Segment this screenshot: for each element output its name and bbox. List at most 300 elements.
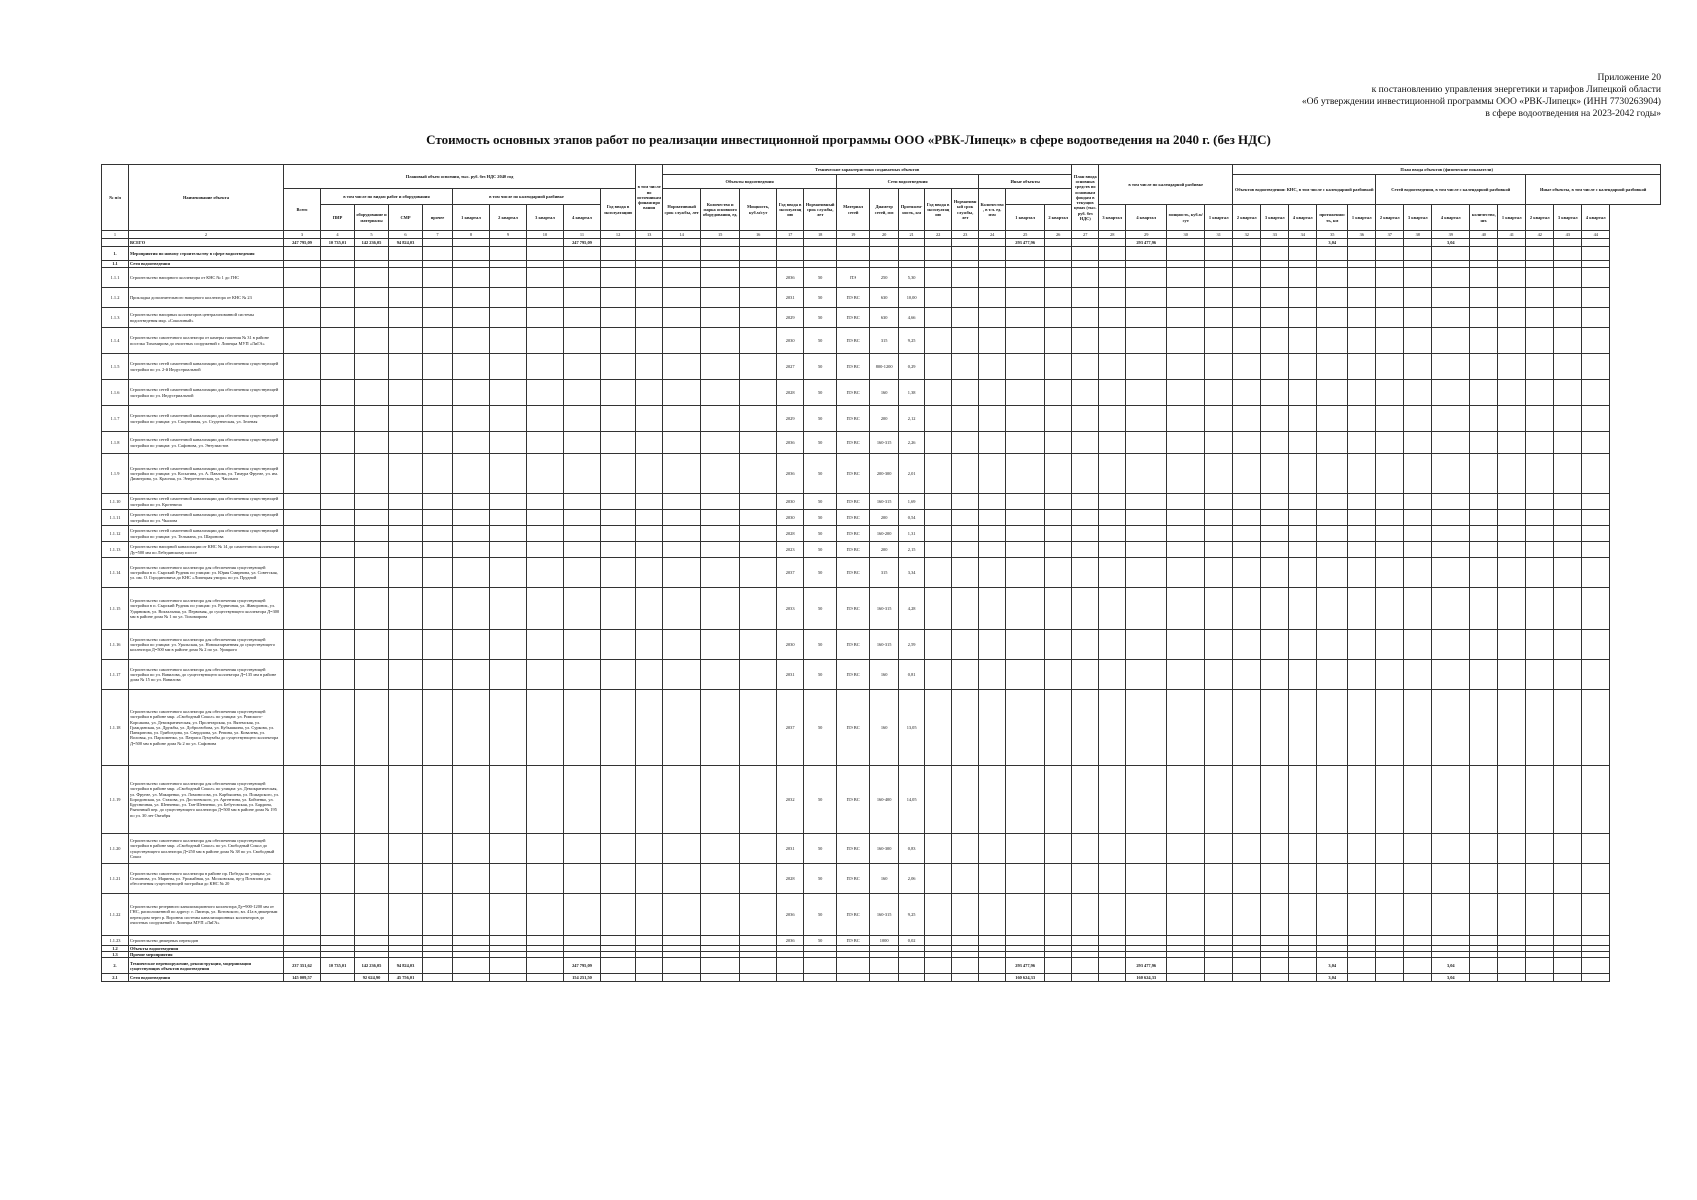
cell-empty [1205, 588, 1233, 630]
cell-empty [1289, 432, 1317, 454]
cell-empty [1582, 630, 1610, 660]
cell-name: Строительство дюкерных переходов [129, 936, 284, 946]
cell-pir [321, 454, 355, 494]
cell-year: 2023 [777, 542, 804, 558]
cell-fa [1006, 406, 1045, 432]
cell-empty [423, 864, 453, 894]
header-fa-q4: 4 квартал [1126, 205, 1167, 231]
cell-equip [355, 690, 389, 766]
cell-equip [355, 354, 389, 380]
cell-empty [1404, 936, 1432, 946]
cell-empty [1376, 690, 1404, 766]
cell-empty [1233, 766, 1261, 834]
cell-empty [1404, 261, 1432, 268]
table-row [102, 432, 1661, 454]
cell-empty [740, 247, 777, 261]
column-number: 44 [1582, 231, 1610, 239]
cell-empty [1261, 288, 1289, 308]
cell-empty [925, 328, 952, 354]
cell-empty [1072, 974, 1099, 982]
cell-fa_q4 [1126, 630, 1167, 660]
cell-empty [601, 558, 636, 588]
cell-empty [1526, 239, 1554, 247]
cell-empty [701, 974, 740, 982]
cell-empty [979, 558, 1006, 588]
cell-empty [701, 432, 740, 454]
cell-empty [1205, 247, 1233, 261]
cell-empty [701, 288, 740, 308]
cell-empty [663, 936, 701, 946]
cell-empty [1348, 936, 1376, 946]
cell-empty [601, 380, 636, 406]
cell-empty [1289, 558, 1317, 588]
cell-mat [837, 974, 870, 982]
cell-empty [1582, 494, 1610, 510]
cell-km_q4 [1432, 328, 1470, 354]
cell-empty [601, 864, 636, 894]
cell-empty [979, 288, 1006, 308]
column-number: 35 [1317, 231, 1348, 239]
cell-km [1317, 261, 1348, 268]
header-sources: в том числе по источникам финансирования [636, 165, 663, 231]
cell-empty [636, 380, 663, 406]
cell-empty [740, 834, 777, 864]
cell-name: Сети водоотведения [129, 261, 284, 268]
cell-empty [952, 834, 979, 864]
cell-name: Сети водоотведения [129, 974, 284, 982]
cell-empty [1348, 894, 1376, 936]
cell-empty [1582, 328, 1610, 354]
cell-smr: 94 824,03 [389, 958, 423, 974]
header-tech-chars: Технические характеристики создаваемых объектов [663, 165, 1072, 175]
cell-empty [1205, 630, 1233, 660]
cell-empty [1261, 864, 1289, 894]
cell-empty [1498, 588, 1526, 630]
cell-empty [453, 494, 490, 510]
header-total: Всего [284, 189, 321, 231]
cell-empty [701, 261, 740, 268]
cell-empty [1167, 936, 1205, 946]
header-service-life: Нормативный срок службы, лет [663, 189, 701, 231]
cell-empty [1167, 974, 1205, 982]
cell-empty [1498, 834, 1526, 864]
cell-km_q4 [1432, 558, 1470, 588]
cell-empty [1205, 494, 1233, 510]
cell-life: 50 [804, 630, 837, 660]
cell-empty [1404, 660, 1432, 690]
cell-empty [1045, 268, 1072, 288]
cell-empty [1045, 510, 1072, 526]
cell-km [1317, 630, 1348, 660]
cell-total [284, 380, 321, 406]
cell-empty [952, 239, 979, 247]
cell-empty [701, 630, 740, 660]
cell-pir [321, 268, 355, 288]
header-q1: 1 квартал [453, 205, 490, 231]
cell-km [1317, 247, 1348, 261]
cell-fa [1006, 510, 1045, 526]
column-number: 23 [952, 231, 979, 239]
cell-empty [1072, 247, 1099, 261]
cell-empty [1289, 247, 1317, 261]
cell-empty [1404, 288, 1432, 308]
cell-empty [490, 308, 527, 328]
cell-empty [1289, 510, 1317, 526]
cell-empty [1554, 380, 1582, 406]
cell-empty [453, 328, 490, 354]
table-row [102, 958, 1661, 974]
cell-empty [1348, 380, 1376, 406]
cell-empty [423, 432, 453, 454]
cell-equip [355, 542, 389, 558]
cell-empty [925, 834, 952, 864]
cell-empty [952, 406, 979, 432]
cell-empty [1348, 239, 1376, 247]
cell-total [284, 354, 321, 380]
cell-empty [1072, 288, 1099, 308]
cell-diam: 800-1200 [870, 354, 899, 380]
cell-empty [423, 288, 453, 308]
cell-name: Строительство напорной канализации от КНС № 14 до самотечного коллектора Ду=500 мм по Лебедянскому шоссе [129, 542, 284, 558]
cell-fa [1006, 834, 1045, 864]
cell-empty [636, 354, 663, 380]
cell-empty [1554, 974, 1582, 982]
cell-life: 50 [804, 288, 837, 308]
column-number: 27 [1072, 231, 1099, 239]
cell-empty [601, 510, 636, 526]
cell-pir [321, 588, 355, 630]
cell-empty [1261, 239, 1289, 247]
cell-km_q4 [1432, 834, 1470, 864]
cell-fa_q4 [1126, 936, 1167, 946]
cell-name: Строительство самотечного коллектора для обеспечения существующей застройки по улицам: ул. Уральская, ул. Новоказарменная до существующего коллектора Д=500 мм в районе дома № 2 по ул. Урицкого [129, 630, 284, 660]
cell-empty [1582, 406, 1610, 432]
cell-empty [740, 864, 777, 894]
cell-name: Мероприятия по новому строительству в сфере водоотведения [129, 247, 284, 261]
cell-empty [663, 660, 701, 690]
cell-mat [837, 247, 870, 261]
cell-empty [1470, 247, 1498, 261]
cell-mat: ПЭ ВС [837, 494, 870, 510]
column-number: 16 [740, 231, 777, 239]
column-number: 8 [453, 231, 490, 239]
cell-empty [1233, 588, 1261, 630]
cell-life: 50 [804, 894, 837, 936]
header-q3: 3 квартал [527, 205, 564, 231]
cell-q4: 247 795,09 [564, 239, 601, 247]
cell-fa [1006, 630, 1045, 660]
column-number: 38 [1404, 231, 1432, 239]
cell-empty [1554, 239, 1582, 247]
cell-empty [1072, 588, 1099, 630]
cell-empty [1289, 834, 1317, 864]
cell-empty [1582, 542, 1610, 558]
cell-year [777, 239, 804, 247]
cell-fa [1006, 936, 1045, 946]
cell-q4 [564, 894, 601, 936]
cell-fa [1006, 542, 1045, 558]
cell-equip [355, 834, 389, 864]
cell-empty [1233, 308, 1261, 328]
cell-empty [1072, 432, 1099, 454]
cell-empty [1167, 542, 1205, 558]
cell-empty [1376, 558, 1404, 588]
cell-empty [1498, 894, 1526, 936]
cell-empty [1289, 936, 1317, 946]
cell-empty [1376, 261, 1404, 268]
cell-empty [701, 766, 740, 834]
column-number: 10 [527, 231, 564, 239]
cell-n: 1. [102, 247, 129, 261]
cell-n: 1.3 [102, 952, 129, 958]
cell-smr [389, 261, 423, 268]
cell-diam [870, 239, 899, 247]
cell-empty [1554, 268, 1582, 288]
cell-empty [701, 406, 740, 432]
cell-n: 1.1.3 [102, 308, 129, 328]
column-number: 26 [1045, 231, 1072, 239]
cell-empty [1582, 660, 1610, 690]
cell-km_q4 [1432, 542, 1470, 558]
cell-empty [1526, 766, 1554, 834]
cell-km [1317, 432, 1348, 454]
cell-km_q4 [1432, 247, 1470, 261]
table-row [102, 630, 1661, 660]
header-other-obj-cal: Иные объекты, в том числе с календарной разбивкой [1526, 175, 1661, 205]
cell-n: 1.1.21 [102, 864, 129, 894]
column-number-row [102, 231, 1661, 239]
cell-empty [527, 630, 564, 660]
cell-total: 247 795,09 [284, 239, 321, 247]
cell-mat: ПЭ ВС [837, 542, 870, 558]
header-len: протяженность, км [1317, 205, 1348, 231]
cell-len: 2,59 [899, 630, 925, 660]
cell-equip [355, 766, 389, 834]
cell-empty [1072, 354, 1099, 380]
cell-smr [389, 288, 423, 308]
cell-empty [1526, 936, 1554, 946]
cell-year: 2036 [777, 454, 804, 494]
cell-empty [952, 510, 979, 526]
cell-empty [527, 894, 564, 936]
cell-empty [663, 354, 701, 380]
cell-km [1317, 542, 1348, 558]
cell-empty [1470, 660, 1498, 690]
cell-empty [663, 454, 701, 494]
cell-empty [453, 542, 490, 558]
cell-empty [1233, 558, 1261, 588]
cell-empty [1470, 308, 1498, 328]
header-incl-quarters: в том числе по календарной разбивке [453, 189, 601, 205]
cell-empty [1205, 864, 1233, 894]
cell-empty [1376, 354, 1404, 380]
cell-equip [355, 288, 389, 308]
cell-empty [527, 958, 564, 974]
cell-empty [1470, 261, 1498, 268]
cell-empty [1404, 406, 1432, 432]
cell-life [804, 247, 837, 261]
cell-empty [1470, 690, 1498, 766]
cell-len: 13,05 [899, 690, 925, 766]
cell-empty [979, 542, 1006, 558]
cell-empty [1582, 894, 1610, 936]
table-row [102, 247, 1661, 261]
cell-year: 2037 [777, 690, 804, 766]
cell-name: ВСЕГО [129, 239, 284, 247]
cell-diam [870, 261, 899, 268]
cell-empty [1099, 354, 1126, 380]
cell-equip [355, 558, 389, 588]
cell-empty [925, 958, 952, 974]
cell-empty [490, 239, 527, 247]
header-other-objects: Иные объекты [979, 175, 1072, 189]
cell-pir [321, 630, 355, 660]
cell-empty [1526, 958, 1554, 974]
cell-empty [1376, 630, 1404, 660]
cell-smr [389, 268, 423, 288]
cell-empty [601, 454, 636, 494]
cell-life: 50 [804, 558, 837, 588]
cell-empty [1498, 432, 1526, 454]
cell-empty [1526, 526, 1554, 542]
cell-empty [925, 239, 952, 247]
cell-empty [1167, 308, 1205, 328]
cell-diam: 630 [870, 288, 899, 308]
cell-empty [1261, 588, 1289, 630]
cell-fa [1006, 454, 1045, 494]
cell-empty [1526, 454, 1554, 494]
cell-empty [740, 542, 777, 558]
cell-empty [423, 526, 453, 542]
cell-mat: ПЭ ВС [837, 406, 870, 432]
cell-empty [663, 974, 701, 982]
cell-empty [453, 454, 490, 494]
cell-life [804, 261, 837, 268]
cell-empty [952, 328, 979, 354]
cell-empty [1348, 261, 1376, 268]
cell-q4 [564, 542, 601, 558]
cell-empty [636, 268, 663, 288]
cell-year: 2027 [777, 354, 804, 380]
cell-empty [1554, 630, 1582, 660]
cell-km_q4 [1432, 380, 1470, 406]
cell-empty [663, 308, 701, 328]
cell-equip: 92 624,90 [355, 974, 389, 982]
column-number: 31 [1205, 231, 1233, 239]
cell-empty [1045, 660, 1072, 690]
header-km-q4: 4 квартал [1432, 205, 1470, 231]
cell-empty [1348, 268, 1376, 288]
cell-n: 1.1.6 [102, 380, 129, 406]
cell-fa_q4 [1126, 542, 1167, 558]
cell-empty [1582, 380, 1610, 406]
cell-total [284, 268, 321, 288]
cell-q4 [564, 380, 601, 406]
cell-empty [1205, 261, 1233, 268]
cell-empty [663, 558, 701, 588]
cell-mat: ПЭ ВС [837, 380, 870, 406]
cell-empty [663, 288, 701, 308]
table-row [102, 766, 1661, 834]
appendix-block [1302, 72, 1661, 120]
cell-empty [1072, 308, 1099, 328]
cell-pir [321, 354, 355, 380]
cell-empty [952, 630, 979, 660]
cell-life: 50 [804, 308, 837, 328]
header-fa-quarters: в том числе по календарной разбивке [1099, 165, 1233, 205]
cell-pir [321, 542, 355, 558]
cell-n: 1.1.16 [102, 630, 129, 660]
cell-empty [1099, 864, 1126, 894]
cell-empty [1072, 630, 1099, 660]
cell-fa_q4 [1126, 328, 1167, 354]
cell-km [1317, 454, 1348, 494]
cell-empty [490, 268, 527, 288]
cell-empty [453, 526, 490, 542]
header-pir: ПИР [321, 205, 355, 231]
cell-empty [1233, 406, 1261, 432]
header-kns-q4: 4 квартал [1289, 205, 1317, 231]
cell-name: Строительство сетей самотечной канализации для обеспечения существующей застройки по улицам: ул. Косыгина, ул. А. Павлова, ул. Тимура Фрунзе, ул. им. Димитрова, ул. Красная, ул. Энергетическая, ул. Чаплыги [129, 454, 284, 494]
cell-empty [527, 974, 564, 982]
cell-equip [355, 247, 389, 261]
cell-equip [355, 380, 389, 406]
cell-total [284, 542, 321, 558]
cell-total [284, 308, 321, 328]
cell-fa_q4 [1126, 588, 1167, 630]
cell-km_q4 [1432, 526, 1470, 542]
column-number: 24 [979, 231, 1006, 239]
cell-pir [321, 834, 355, 864]
cell-empty [952, 974, 979, 982]
cell-empty [1233, 834, 1261, 864]
cell-empty [701, 834, 740, 864]
cell-empty [1498, 690, 1526, 766]
cell-km_q4 [1432, 432, 1470, 454]
cell-q4 [564, 432, 601, 454]
cell-mat [837, 958, 870, 974]
cell-smr [389, 936, 423, 946]
cell-empty [952, 268, 979, 288]
cell-empty [453, 630, 490, 660]
cell-empty [952, 354, 979, 380]
cell-empty [1348, 510, 1376, 526]
cell-empty [423, 380, 453, 406]
cell-empty [1376, 494, 1404, 510]
cell-name: Строительство самотечного коллектора для обеспечения существующей застройки по ул. Вавилова, до существующего коллектора Д=135 мм в районе дома № 15 по ул. Вавилова [129, 660, 284, 690]
cell-diam [870, 958, 899, 974]
cell-diam: 160 [870, 660, 899, 690]
cell-empty [1233, 328, 1261, 354]
cell-empty [701, 542, 740, 558]
cell-empty [1498, 660, 1526, 690]
cell-total [284, 766, 321, 834]
cell-empty [1348, 630, 1376, 660]
cell-empty [1348, 406, 1376, 432]
cell-empty [527, 454, 564, 494]
cell-life: 50 [804, 354, 837, 380]
cell-empty [1289, 261, 1317, 268]
column-number: 4 [321, 231, 355, 239]
cell-empty [979, 526, 1006, 542]
cell-empty [1167, 406, 1205, 432]
cell-empty [740, 894, 777, 936]
cell-km [1317, 354, 1348, 380]
cell-empty [1498, 261, 1526, 268]
cell-year: 2030 [777, 630, 804, 660]
cell-pir [321, 894, 355, 936]
cell-empty [1554, 834, 1582, 864]
